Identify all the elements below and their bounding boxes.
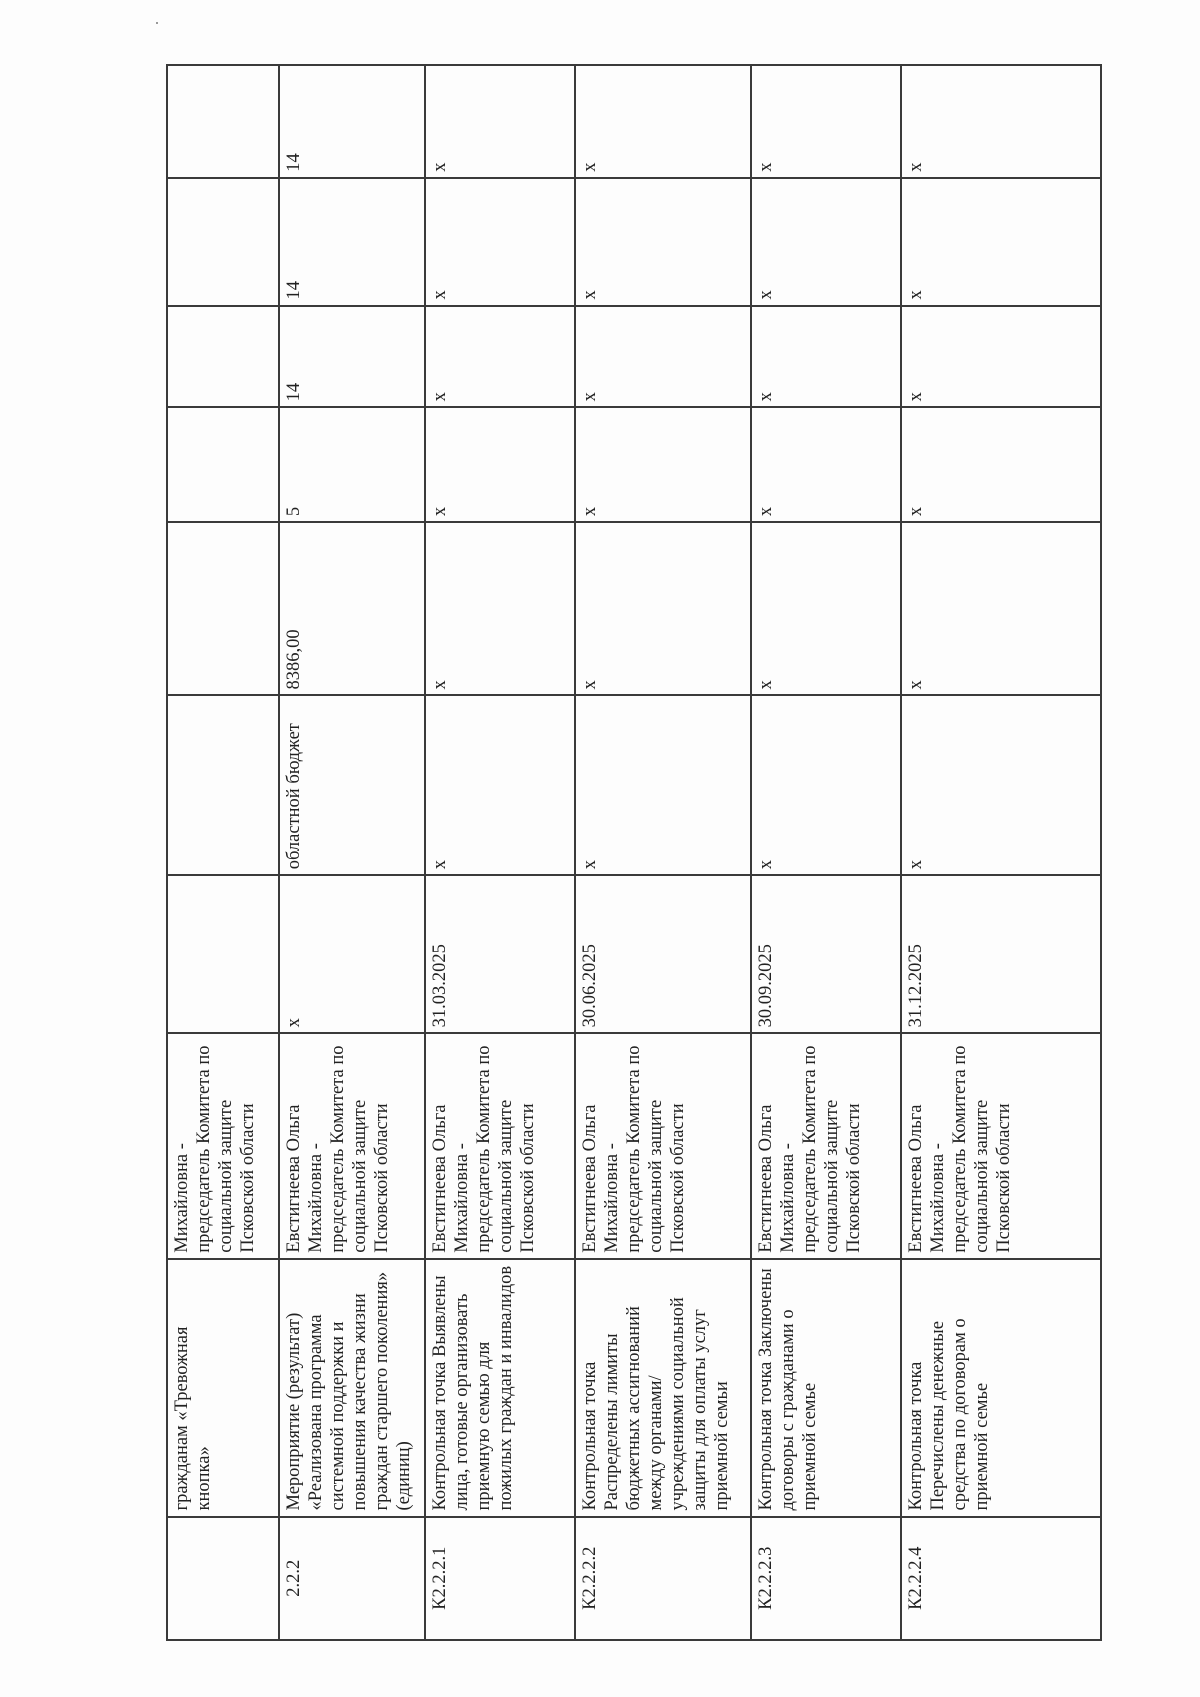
indicator-value-cell: х xyxy=(425,178,575,306)
indicator-value-cell xyxy=(167,178,279,306)
funding-source-cell: областной бюджет xyxy=(279,695,425,875)
row-number-cell: К2.2.2.1 xyxy=(425,1517,575,1640)
row-number-cell xyxy=(167,1517,279,1640)
indicator-value-cell: 14 xyxy=(279,306,425,408)
indicator-value-cell xyxy=(167,407,279,522)
indicator-value-cell: х xyxy=(901,178,1101,306)
responsible-person-cell: Евстигнеева Ольга Михайловна - председатель Комитета по социальной защите Псковской области xyxy=(751,1033,901,1258)
funding-amount-cell: х xyxy=(575,522,751,695)
deadline-cell: 30.06.2025 xyxy=(575,875,751,1033)
indicator-value-cell: 14 xyxy=(279,65,425,178)
funding-source-cell: х xyxy=(575,695,751,875)
indicator-value-cell: х xyxy=(425,65,575,178)
table-row xyxy=(575,65,751,1640)
row-number-cell: К2.2.2.2 xyxy=(575,1517,751,1640)
funding-source-cell: х xyxy=(425,695,575,875)
activity-name-cell: гражданам «Тревожная кнопка» xyxy=(167,1259,279,1517)
table-row xyxy=(279,65,425,1640)
responsible-person-cell: Евстигнеева Ольга Михайловна - председатель Комитета по социальной защите Псковской области xyxy=(901,1033,1101,1258)
deadline-cell: 31.03.2025 xyxy=(425,875,575,1033)
deadline-cell: х xyxy=(279,875,425,1033)
indicator-value-cell: х xyxy=(575,178,751,306)
indicator-value-cell: 14 xyxy=(279,178,425,306)
activity-name-cell: Контрольная точка Выявлены лица, готовые организовать приемную семью для пожилых граждан и инвалидов xyxy=(425,1259,575,1517)
activity-name-cell: Мероприятие (результат) «Реализована программа системной поддержки и повышения качества жизни граждан старшего поколения» (единиц) xyxy=(279,1259,425,1517)
indicator-value-cell xyxy=(167,65,279,178)
funding-amount-cell: х xyxy=(901,522,1101,695)
funding-source-cell: х xyxy=(751,695,901,875)
funding-source-cell: х xyxy=(901,695,1101,875)
responsible-person-cell: Евстигнеева Ольга Михайловна - председатель Комитета по социальной защите Псковской области xyxy=(425,1033,575,1258)
activity-name-cell: Контрольная точка Распределены лимиты бюджетных ассигнований между органами/учреждениями социальной защиты для оплаты услуг приемной семьи xyxy=(575,1259,751,1517)
indicator-value-cell: х xyxy=(751,65,901,178)
table-row xyxy=(751,65,901,1640)
scan-artifact-dot xyxy=(156,22,158,24)
indicator-value-cell: х xyxy=(901,407,1101,522)
indicator-value-cell: х xyxy=(901,65,1101,178)
table-row xyxy=(167,65,279,1640)
funding-amount-cell: х xyxy=(425,522,575,695)
rotated-table-wrapper xyxy=(166,64,1100,1641)
indicator-value-cell: х xyxy=(575,407,751,522)
funding-source-cell xyxy=(167,695,279,875)
indicator-value-cell: х xyxy=(425,306,575,408)
funding-amount-cell xyxy=(167,522,279,695)
funding-amount-cell: 8386,00 xyxy=(279,522,425,695)
row-number-cell: 2.2.2 xyxy=(279,1517,425,1640)
indicator-value-cell: х xyxy=(751,306,901,408)
funding-amount-cell: х xyxy=(751,522,901,695)
responsible-person-cell: Михайловна - председатель Комитета по социальной защите Псковской области xyxy=(167,1033,279,1258)
table-row xyxy=(901,65,1101,1640)
activity-name-cell: Контрольная точка Заключены договоры с гражданами о приемной семье xyxy=(751,1259,901,1517)
indicator-value-cell xyxy=(167,306,279,408)
indicator-value-cell: х xyxy=(425,407,575,522)
program-activities-table xyxy=(166,64,1102,1641)
indicator-value-cell: х xyxy=(575,306,751,408)
responsible-person-cell: Евстигнеева Ольга Михайловна - председатель Комитета по социальной защите Псковской области xyxy=(279,1033,425,1258)
deadline-cell: 30.09.2025 xyxy=(751,875,901,1033)
indicator-value-cell: х xyxy=(901,306,1101,408)
indicator-value-cell: х xyxy=(575,65,751,178)
indicator-value-cell: 5 xyxy=(279,407,425,522)
deadline-cell: 31.12.2025 xyxy=(901,875,1101,1033)
deadline-cell xyxy=(167,875,279,1033)
row-number-cell: К2.2.2.4 xyxy=(901,1517,1101,1640)
indicator-value-cell: х xyxy=(751,407,901,522)
row-number-cell: К2.2.2.3 xyxy=(751,1517,901,1640)
activity-name-cell: Контрольная точка Перечислены денежные средства по договорам о приемной семье xyxy=(901,1259,1101,1517)
table-row xyxy=(425,65,575,1640)
indicator-value-cell: х xyxy=(751,178,901,306)
responsible-person-cell: Евстигнеева Ольга Михайловна - председатель Комитета по социальной защите Псковской области xyxy=(575,1033,751,1258)
